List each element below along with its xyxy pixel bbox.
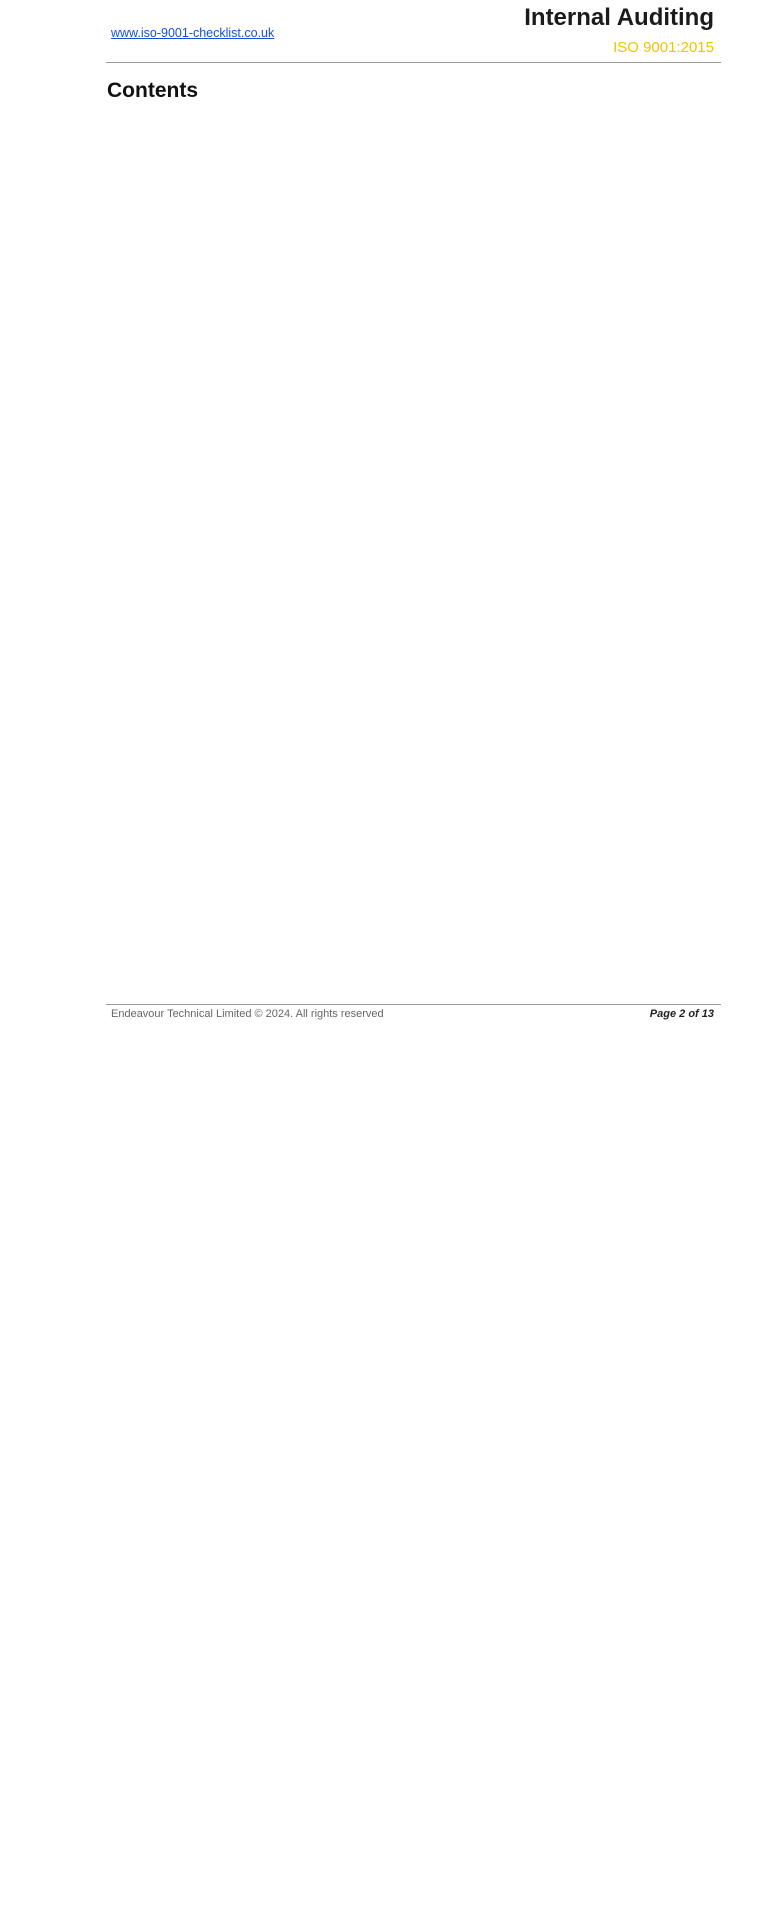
- toc-entry[interactable]: [0, 139, 768, 159]
- toc-entry[interactable]: [0, 332, 768, 352]
- toc-entry[interactable]: [0, 293, 768, 313]
- toc-entry[interactable]: [0, 273, 768, 293]
- toc-entry-page: [0, 886, 711, 1910]
- toc-entry[interactable]: [0, 657, 768, 677]
- website-link[interactable]: www.iso-9001-checklist.co.uk: [111, 26, 275, 40]
- toc-entry[interactable]: [0, 763, 768, 783]
- toc-entry[interactable]: [0, 392, 768, 412]
- toc-entry[interactable]: [0, 538, 768, 558]
- footer-page-indicator: Page 2 of 13: [649, 1008, 714, 1020]
- toc-entry[interactable]: [0, 858, 768, 878]
- toc-entry[interactable]: [0, 578, 768, 598]
- toc-entry[interactable]: [0, 597, 768, 617]
- document-title: Internal Auditing: [524, 4, 714, 31]
- toc-entry[interactable]: [0, 696, 768, 716]
- toc-entry[interactable]: [0, 677, 768, 697]
- toc-entry[interactable]: [0, 459, 768, 479]
- toc-entry[interactable]: [0, 617, 768, 637]
- toc-entry[interactable]: [0, 479, 768, 499]
- toc-entry[interactable]: [0, 803, 768, 823]
- toc-entry[interactable]: [0, 439, 768, 459]
- toc-entry[interactable]: [0, 352, 768, 372]
- toc-entry[interactable]: [0, 518, 768, 538]
- toc-entry[interactable]: [0, 637, 768, 657]
- toc-entry[interactable]: [0, 372, 768, 392]
- toc-entry[interactable]: [0, 198, 768, 218]
- toc-entry[interactable]: [0, 226, 768, 246]
- toc-entry[interactable]: [0, 158, 768, 178]
- toc-entry[interactable]: [0, 744, 768, 764]
- toc-entry[interactable]: [0, 831, 768, 851]
- toc-entry[interactable]: [0, 178, 768, 198]
- toc-entry[interactable]: [0, 419, 768, 439]
- toc-entry[interactable]: [0, 111, 768, 131]
- toc-entry[interactable]: [0, 558, 768, 578]
- footer-copyright: Endeavour Technical Limited © 2024. All rights reserved: [111, 1008, 384, 1020]
- toc-entry[interactable]: [0, 254, 768, 274]
- toc-entry[interactable]: [0, 313, 768, 333]
- toc-entry[interactable]: [0, 886, 768, 906]
- contents-heading: Contents: [107, 79, 198, 102]
- footer-divider: [106, 1004, 721, 1005]
- toc-entry[interactable]: [0, 498, 768, 518]
- standard-label: ISO 9001:2015: [613, 39, 714, 56]
- toc-entry[interactable]: [0, 716, 768, 736]
- toc-entry[interactable]: [0, 783, 768, 803]
